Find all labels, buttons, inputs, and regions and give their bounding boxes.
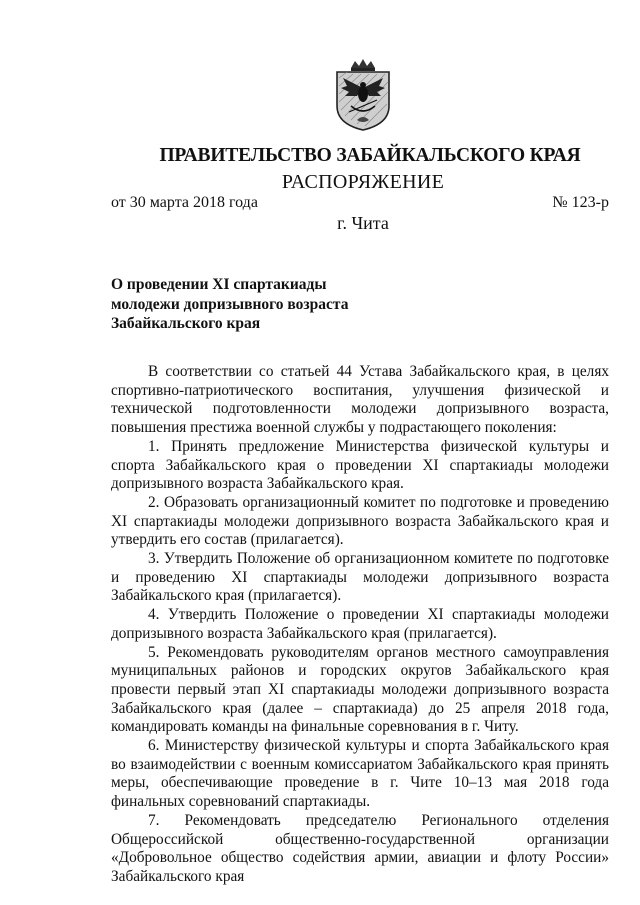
item-paragraph-6: 6. Министерству физической культуры и спорта Забайкальского края во взаимодействии с военным комиссариатом Забайкальского края принять меры, обеспечивающие проведение в г. Чите 10–13 мая 2018 года финальных соревнований спартакиады. [111,737,609,811]
document-subject [111,275,411,334]
item-paragraph-5: 5. Рекомендовать руководителям органов местного самоуправления муниципальных районов и городских округов Забайкальского края провести первый этап XI спартакиады молодежи допризывного возраста Забайкальского края (далее – спартакиада) до 25 апреля 2018 года, командировать команды на финальные соревнования в г. Читу. [111,643,609,736]
document-date: от 30 марта 2018 года [111,194,258,211]
item-paragraph-1: 1. Принять предложение Министерства физической культуры и спорта Забайкальского края о проведении XI спартакиады молодежи допризывного возраста Забайкальского края. [111,437,609,493]
subject-line: О проведении XI спартакиады [111,276,327,293]
document-body [111,363,609,887]
item-paragraph-4: 4. Утвердить Положение о проведении XI спартакиады молодежи допризывного возраста Забайкальского края (прилагается). [111,606,609,642]
document-type: РАСПОРЯЖЕНИЕ [281,171,445,193]
subject-line: Забайкальского края [111,315,261,332]
preamble-paragraph: В соответствии со статьей 44 Устава Забайкальского края, в целях спортивно-патриотического воспитания, улучшения физической и технической подготовленности молодежи допризывного возраста, повышения престижа военной службы у подрастающего поколения: [111,363,609,437]
document-number: № 123-р [552,194,609,211]
item-paragraph-7: 7. Рекомендовать председателю Регионального отделения Общероссийской общественно-государственной организации «Добровольное общество содействия армии, авиации и флоту России» Забайкальского края [111,811,609,885]
coat-of-arms-icon [331,58,395,132]
government-title: ПРАВИТЕЛЬСТВО ЗАБАЙКАЛЬСКОГО КРАЯ [159,145,581,166]
item-paragraph-3: 3. Утвердить Положение об организационном комитете по подготовке и проведению XI спартакиады молодежи допризывного возраста Забайкальского края (прилагается). [111,550,609,605]
item-paragraph-2: 2. Образовать организационный комитет по подготовке и проведению XI спартакиады молодежи допризывного возраста Забайкальского края и утвердить его состав (прилагается). [111,493,609,549]
document-city: г. Чита [337,213,389,233]
subject-line: молодежи допризывного возраста [111,295,349,313]
